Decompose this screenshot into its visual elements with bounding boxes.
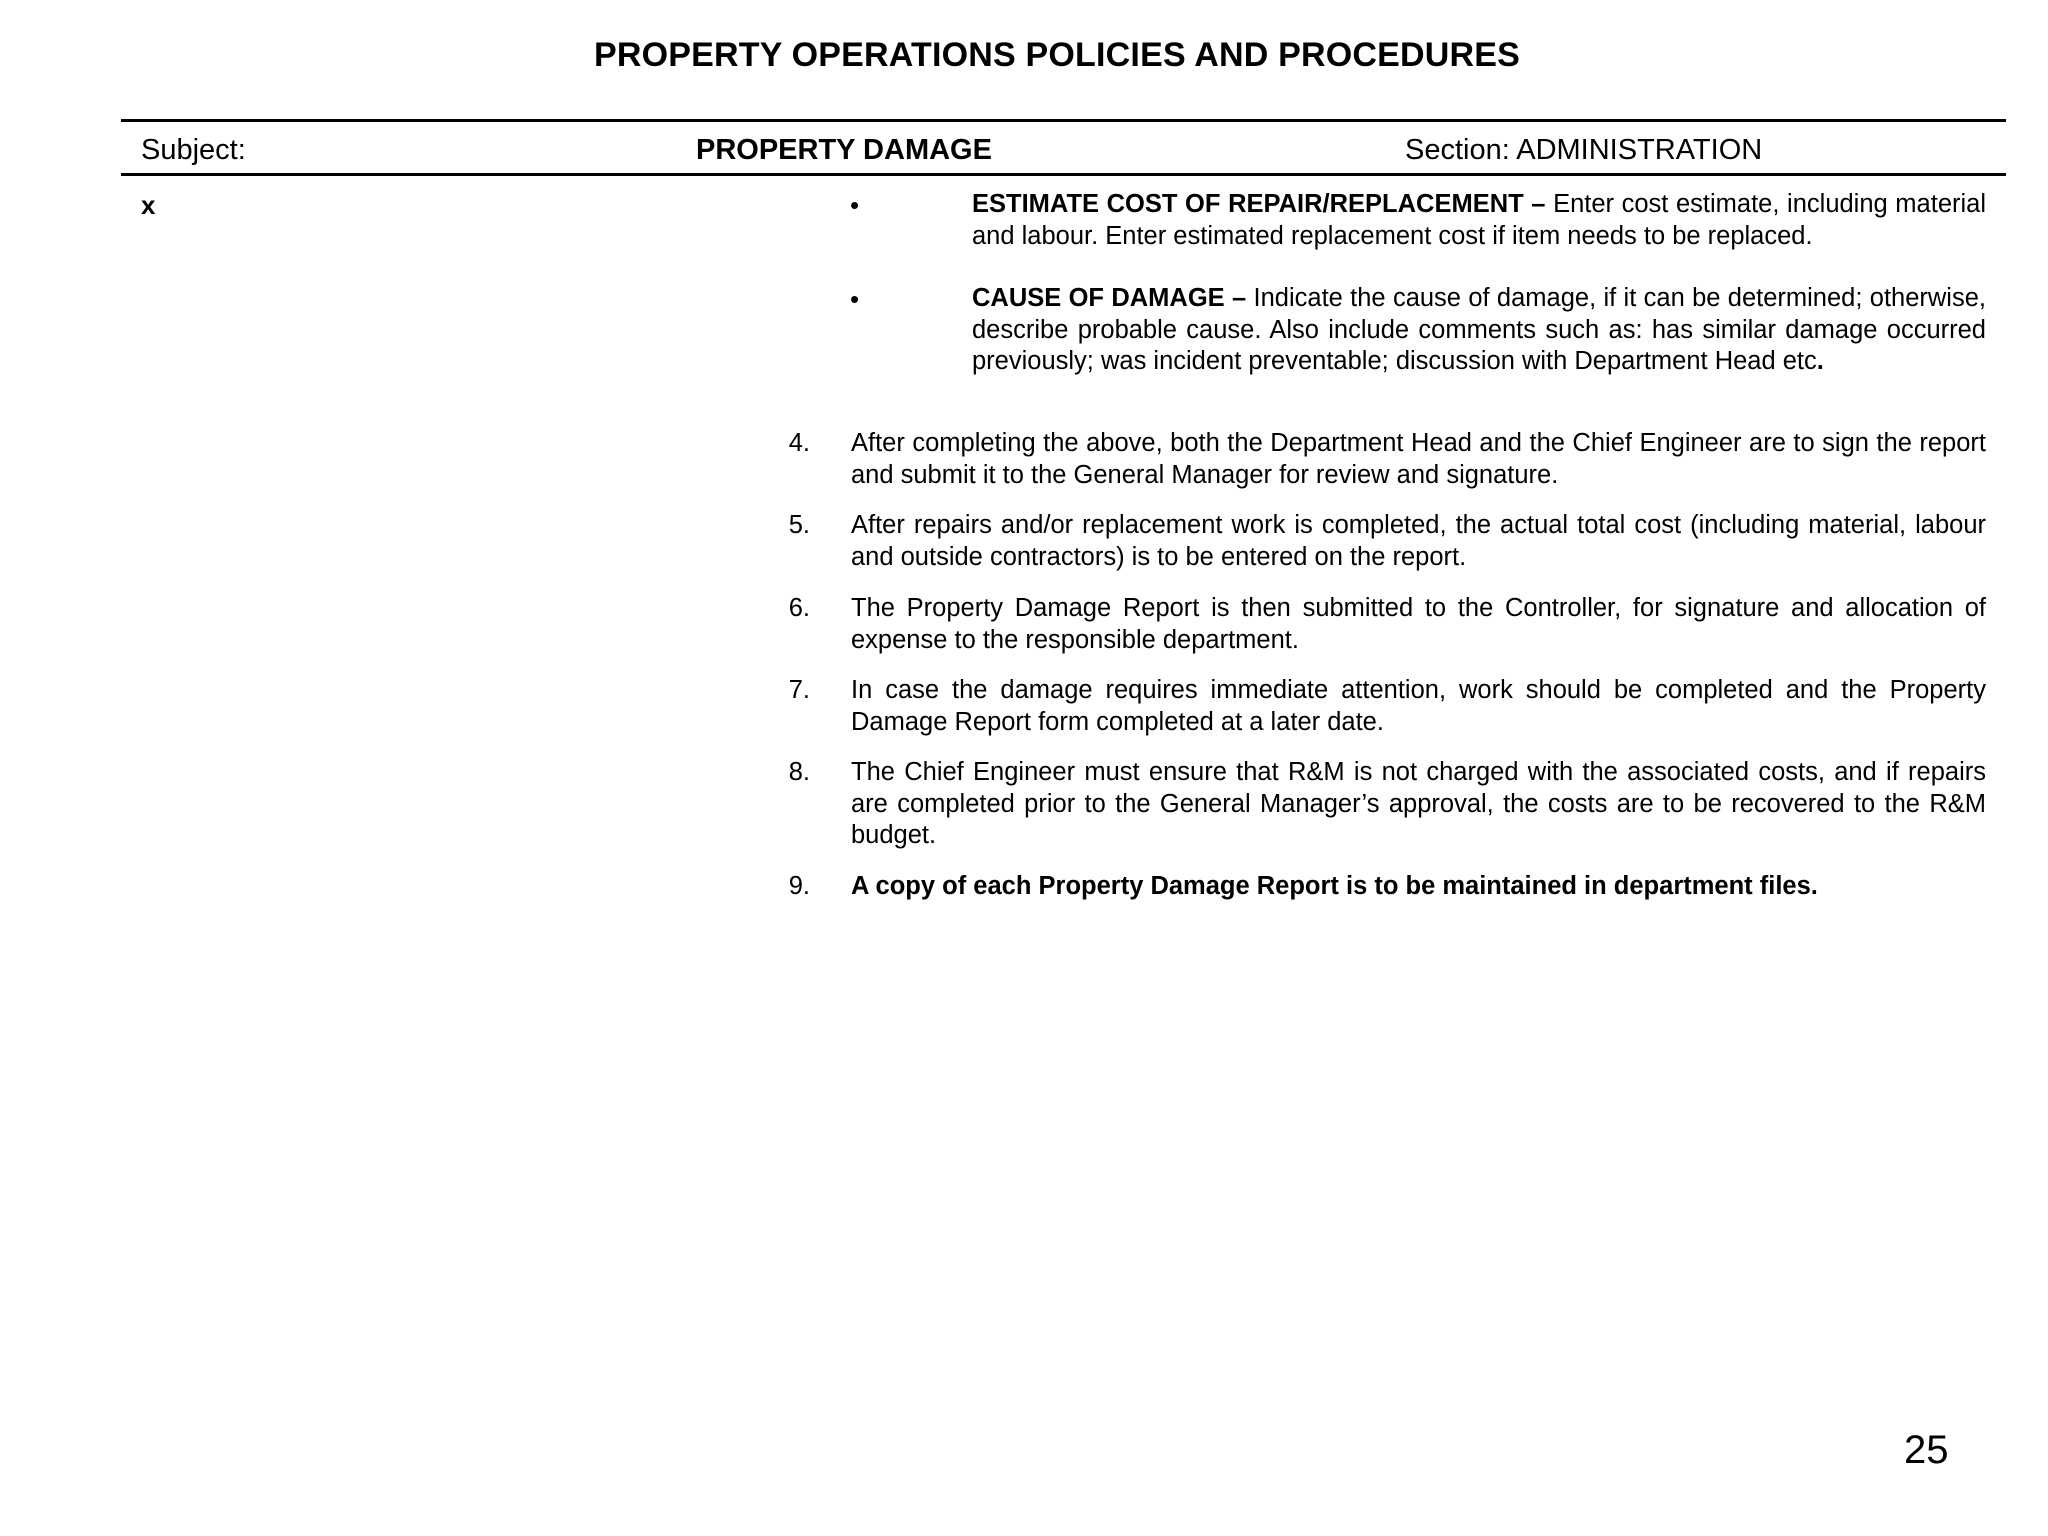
header-bottom-rule <box>121 173 2006 176</box>
item-number: 8. <box>788 758 810 786</box>
list-item: After completing the above, both the Department Head and the Chief Engineer are to sign the report and submit it to the General Manager for review and signature. <box>851 429 1986 489</box>
margin-marker: x <box>141 190 156 220</box>
item-number: 9. <box>788 872 810 900</box>
subject-label: Subject: <box>141 134 246 166</box>
document-title: PROPERTY OPERATIONS POLICIES AND PROCEDURES <box>593 36 1521 74</box>
header-top-rule <box>121 119 2006 122</box>
bullet-term: CAUSE OF DAMAGE – <box>972 284 1247 312</box>
subject-value: PROPERTY DAMAGE <box>696 134 992 166</box>
item-number: 5. <box>788 511 810 539</box>
item-number: 7. <box>788 676 810 704</box>
list-item: The Property Damage Report is then submitted to the Controller, for signature and allocation of expense to the responsible department. <box>851 594 1986 654</box>
item-number: 6. <box>788 594 810 622</box>
bullet-body: Indicate the cause of damage, if it can be determined; otherwise, describe probable cause. Also include comments such as: has similar damage occurred previously; was incident preventable; discussion with Department Head etc <box>972 284 1986 375</box>
bullet-body: Enter cost estimate, including material and labour. Enter estimated replacement cost if item needs to be replaced. <box>972 190 1986 250</box>
page-number: 25 <box>1904 1428 1949 1472</box>
bullet-end: . <box>1816 347 1824 375</box>
bullet-estimate-cost <box>972 189 1986 252</box>
list-item: In case the damage requires immediate attention, work should be completed and the Property Damage Report form completed at a later date. <box>851 676 1986 736</box>
bullet-cause-of-damage <box>972 283 1986 378</box>
bullet-symbol: • <box>850 284 860 314</box>
bullet-symbol: • <box>850 190 860 220</box>
list-item: After repairs and/or replacement work is completed, the actual total cost (including material, labour and outside contractors) is to be entered on the report. <box>851 511 1986 571</box>
item-number: 4. <box>788 429 810 457</box>
list-item: A copy of each Property Damage Report is to be maintained in department files. <box>851 872 1818 900</box>
section-label: Section: ADMINISTRATION <box>1405 134 1763 166</box>
bullet-term: ESTIMATE COST OF REPAIR/REPLACEMENT – <box>972 190 1546 218</box>
list-item: The Chief Engineer must ensure that R&M is not charged with the associated costs, and if repairs are completed prior to the General Manager’s approval, the costs are to be recovered to the R&M budget. <box>851 758 1986 849</box>
